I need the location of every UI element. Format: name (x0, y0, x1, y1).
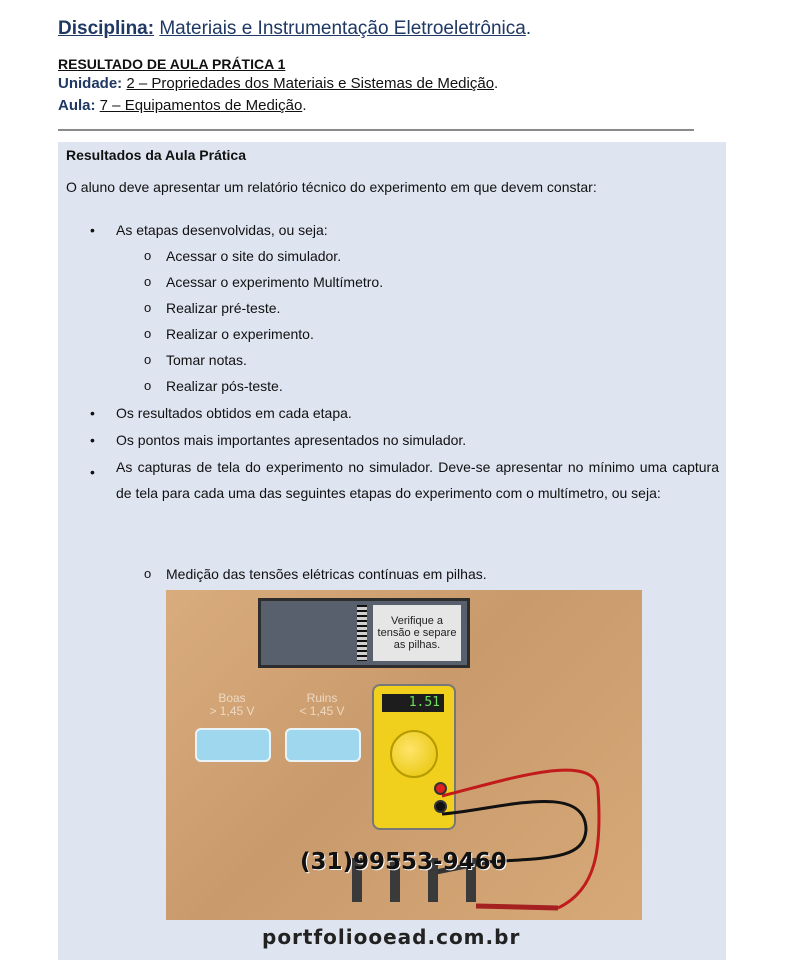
bad-label: Ruins (306, 691, 338, 705)
red-wire (442, 770, 599, 908)
bullet-icon: • (90, 464, 95, 480)
bullet-text: Os resultados obtidos em cada etapa. (116, 405, 352, 421)
watermark-site: portfoliooead.com.br (262, 925, 521, 949)
step-text: Acessar o site do simulador. (166, 248, 342, 264)
list-item (144, 248, 342, 264)
disciplina-line (58, 18, 531, 40)
circle-bullet-icon: o (144, 300, 152, 315)
circle-bullet-icon: o (144, 248, 152, 263)
bullet-text: As capturas de tela do experimento no simulador. Deve-se apresentar no mínimo uma captura de tela para cada uma das seguintes etapas do experimento com o multímetro, ou seja: (116, 459, 719, 501)
disciplina-label: Disciplina: (58, 18, 155, 39)
circle-bullet-icon: o (144, 352, 152, 367)
step-text: Realizar o experimento. (166, 326, 314, 342)
aula-label: Aula: (58, 97, 96, 114)
circle-bullet-icon: o (144, 326, 152, 341)
bad-threshold: < 1,45 V (299, 704, 345, 718)
step-text: Realizar pré-teste. (166, 300, 281, 316)
list-item (144, 566, 487, 582)
bullet-icon: • (90, 222, 95, 238)
good-label: Boas (218, 691, 246, 705)
red-probe[interactable] (476, 906, 558, 908)
bullet-text: Os pontos mais importantes apresentados no simulador. (116, 432, 467, 448)
unidade-line (58, 75, 498, 92)
aula-value: 7 – Equipamentos de Medição (99, 97, 303, 114)
list-item (90, 405, 352, 421)
divider (58, 129, 694, 131)
list-item (144, 300, 281, 316)
unidade-end: . (494, 75, 499, 92)
circle-bullet-icon: o (144, 566, 152, 581)
unidade-value: 2 – Propriedades dos Materiais e Sistemas de Medição (126, 75, 495, 92)
list-item (90, 222, 328, 238)
bullet-text: As etapas desenvolvidas, ou seja: (116, 222, 328, 238)
step-text: Acessar o experimento Multímetro. (166, 274, 384, 290)
list-item (144, 352, 247, 368)
box-title: Resultados da Aula Prática (66, 147, 246, 163)
circle-bullet-icon: o (144, 378, 152, 393)
list-item (144, 274, 384, 290)
good-threshold: > 1,45 V (209, 704, 255, 718)
display-value: 1.51 (408, 695, 440, 710)
instruction-text: Verifique a tensão e separe as pilhas. (373, 605, 461, 661)
capture-item-text: Medição das tensões elétricas contínuas em pilhas. (166, 566, 487, 582)
list-item (90, 432, 467, 448)
bullet-icon: • (90, 432, 95, 448)
list-item (144, 378, 283, 394)
list-item (144, 326, 314, 342)
disciplina-value: Materiais e Instrumentação Eletroeletrônica (159, 18, 526, 39)
aula-line (58, 97, 306, 114)
step-text: Realizar pós-teste. (166, 378, 283, 394)
aula-end: . (302, 97, 307, 114)
list-item (90, 454, 719, 506)
disciplina-end: . (525, 18, 532, 39)
bullet-icon: • (90, 405, 95, 421)
result-title: RESULTADO DE AULA PRÁTICA 1 (58, 56, 286, 72)
circle-bullet-icon: o (144, 274, 152, 289)
unidade-label: Unidade: (58, 75, 123, 92)
results-box (58, 142, 726, 960)
watermark-phone: (31)99553-9460 (300, 849, 507, 875)
intro-text: O aluno deve apresentar um relatório técnico do experimento em que devem constar: (66, 179, 597, 195)
step-text: Tomar notas. (166, 352, 247, 368)
